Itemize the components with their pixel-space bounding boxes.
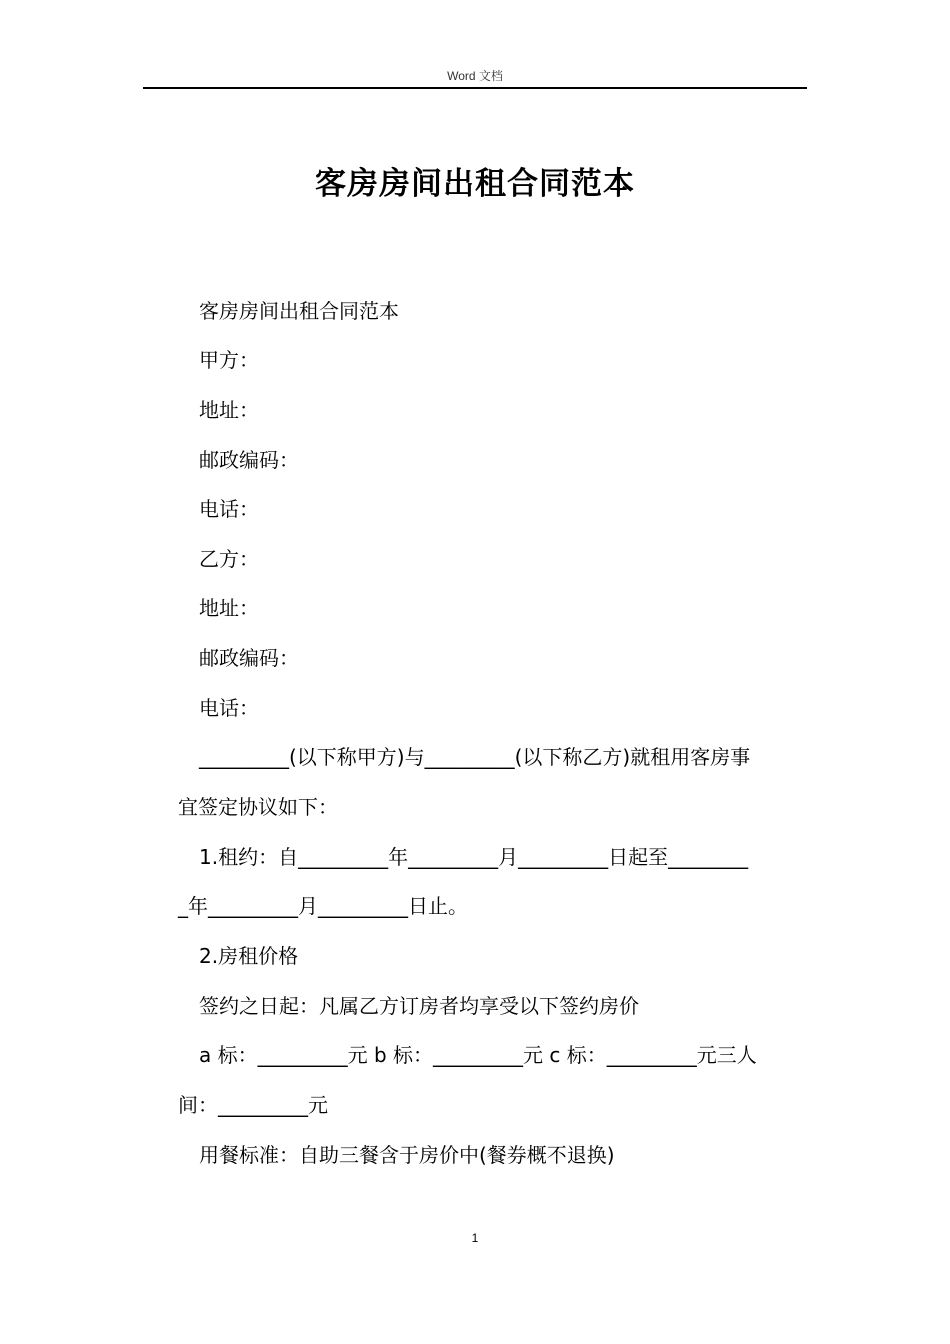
body-line: _年_________月_________日止。	[178, 894, 468, 918]
body-line: 客房房间出租合同范本	[199, 299, 399, 323]
page-header-label: Word 文档	[447, 69, 503, 83]
body-line: 电话：	[199, 696, 259, 720]
body-line: 地址：	[199, 398, 259, 422]
document-title: 客房房间出租合同范本	[315, 166, 635, 202]
body-line: 乙方：	[199, 547, 259, 571]
body-line: _________(以下称甲方)与_________(以下称乙方)就租用客房事	[199, 745, 751, 769]
body-line: 电话：	[199, 497, 259, 521]
body-line: 地址：	[199, 596, 259, 620]
body-line: 签约之日起：凡属乙方订房者均享受以下签约房价	[199, 994, 639, 1018]
body-line: 邮政编码：	[199, 646, 299, 670]
body-line: a 标：_________元 b 标：_________元 c 标：_________元三人	[199, 1043, 757, 1067]
body-line: 宜签定协议如下：	[178, 795, 338, 819]
body-line: 2.房租价格	[199, 944, 299, 968]
body-line: 邮政编码：	[199, 448, 299, 472]
body-line: 1.租约：自_________年_________月_________日起至________	[199, 845, 749, 869]
body-line: 甲方：	[199, 348, 259, 372]
page-number: 1	[471, 1231, 479, 1245]
body-line: 用餐标准：自助三餐含于房价中(餐券概不退换)	[199, 1143, 615, 1167]
body-line: 间：_________元	[178, 1093, 328, 1117]
header-divider	[143, 87, 807, 89]
